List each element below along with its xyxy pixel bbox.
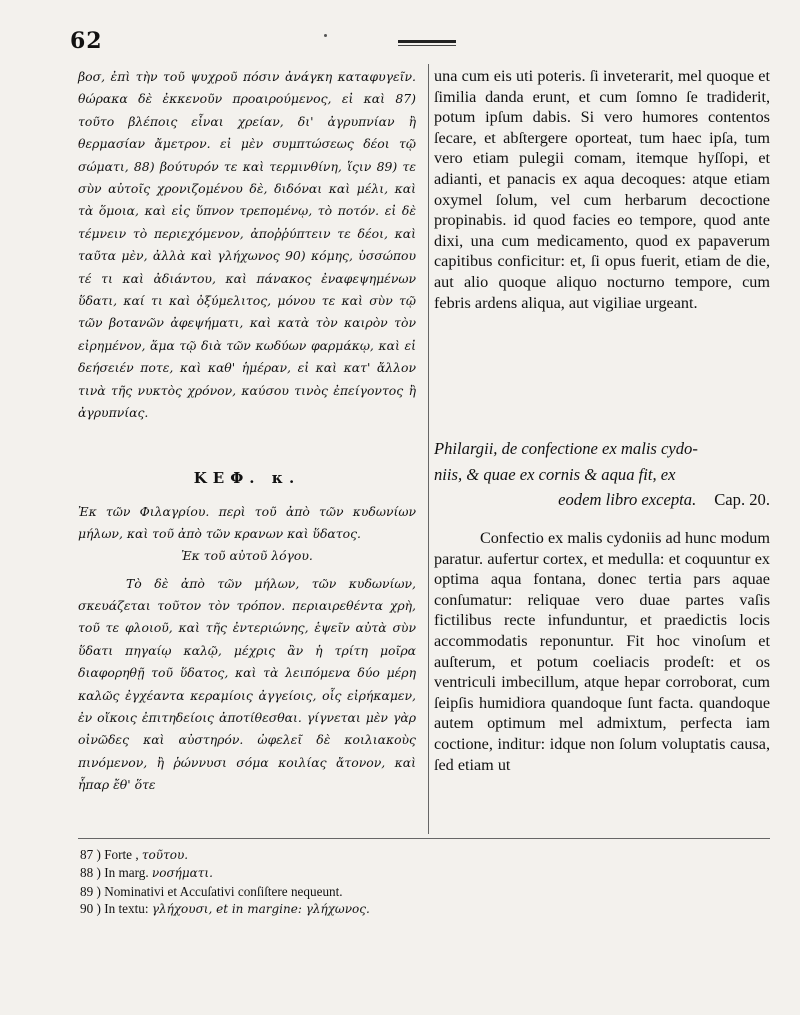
footnotes-rule [78, 838, 770, 839]
footnote-greek: τοῦτου. [141, 848, 189, 862]
page-number: 62 [70, 28, 103, 54]
footnote-greek: γλήχουσι, et in margine: γλήχωνος. [151, 902, 370, 917]
title-line-3 [434, 487, 770, 513]
footnote [80, 900, 770, 918]
greek-column [78, 66, 416, 797]
greek-text-main [78, 573, 416, 797]
footnote [80, 864, 770, 882]
greek-paragraph-top: βοσ, ἐπὶ τὴν τοῦ ψυχροῦ πόσιν ἀνάγκη καταφυγεῖν. θώρακα δὲ ἐκκενοῦν προαιρούμενος, εἰ καὶ 87) τοῦτο βλέποις εἶναι χρείαν, δι' ἀγρυπνίαν ἢ θερμασίαν ἄμετρον. εἰ μὲν συμπτώσεως δέοι τῷ σώματι, 88) βούτυρόν τε καὶ τερμινθίνη, ἵςιν 89) τε σὺν αὐτοῖς χρονιζομένου δὲ, διδόναι καὶ μέλι, καὶ τὰ ὅμοια, καὶ εἰς ὕπνον τρεπομένῳ, τὸ ποτόν. εἰ δὲ τέμνειν τὸ περιεχόμενον, ἀποῤῥύπτειν τε δέοι, καὶ ταῦτα μὲν, ἀλλὰ καὶ γλήχωνος 90) κόμης, ὑσσώπου τέ τι καὶ ἀδιάντου, καὶ πάνακος ἐναφεψημένων ὕδατι, καί τι καὶ ὀξύμελιτος, μόνου τε καὶ σὺν τῷ τῶν βοτανῶν ἀφεψήματι, καὶ κατὰ τὸν καιρὸν τὸν εἰρημένον, ἅμα τῷ διὰ τῶν κωδύων φαρμάκῳ, καὶ εἰ δεήσειέν ποτε, καὶ καθ' ἡμέραν, εἰ καὶ κατ' ἄλλον τινὰ τῆς νυκτὸς χρόνον, καύσου τινὸς ἐπείγοντος ἢ ἀγρυπνίας. [78, 69, 416, 421]
footnote-text: In marg. [104, 865, 149, 881]
footnotes [80, 846, 770, 919]
title-line-2: niis, & quae ex cornis & aqua fit, ex [434, 464, 676, 484]
footnote-number: 89 ) [80, 883, 101, 899]
latin-paragraph-main: Confectio ex malis cydoniis ad hunc modum paratur. aufertur cortex, et medulla: et coquuntur ex optima aqua fontana, donec tertia pars aquae conſumatur: reliquae vero duae partes vaſis fictilibus recte infunduntur, et praedictis locis accommodatis reponuntur. Fit hoc vinoſum et auſterum, et potum coeliacis prodeſt: et os ventriculi imbecillum, atque hepar corroborat, cum ſeipſis humidiora quandoque ſunt facta. quandoque autem optimum mel admixtum, perfecta iam coctione, inditur: idque non ſolum voluptatis causa, ſed etiam ut [434, 529, 770, 774]
footnote-text: Forte , [104, 847, 139, 862]
greek-paragraph-main: Τὸ δὲ ἀπὸ τῶν μήλων, τῶν κυδωνίων, σκευάζεται τοῦτον τὸν τρόπον. περιαιρεθέντα χρὴ, τοῦ τε φλοιοῦ, καὶ τῆς ἐντεριώνης, ἑψεῖν αὐτὰ σὺν ὕδατι πηγαίῳ καλῷ, μέχρις ἂν ἡ τρίτη μοῖρα διαφορηθῇ τοῦ ὕδατος, καὶ τὰ λειπόμενα δύο μέρη καλῶς ἐγχέαντα κεραμίοις ἀγγείοις, οἷς εἰρήκαμεν, ἐν οἴκοις ἐπιτηδείοις ἀποτίθεσθαι. γίγνεται μὲν γὰρ οἰνῶδες καὶ αὐστηρόν. ὠφελεῖ δὲ κοιλιακοὺς πινόμενον, ἢ ῥώννυσι σόμα κοιλίας ἄτονον, καὶ ἧπαρ ἔθ' ὅτε [78, 575, 416, 793]
title-line-1: Philargii, de confectione ex malis cydo- [434, 439, 698, 458]
footnote [80, 846, 770, 864]
footnote-greek: νοσήματι. [151, 866, 213, 881]
ink-speck [324, 34, 327, 37]
greek-intro-source: Ἐκ τοῦ αὐτοῦ λόγου. [181, 547, 313, 563]
footnote-number: 88 ) [80, 865, 101, 881]
footnote-number: 87 ) [80, 847, 101, 862]
greek-chapter-intro [78, 501, 416, 567]
footnote-number: 90 ) [80, 901, 101, 917]
footnote [80, 883, 770, 900]
latin-chapter-title [434, 436, 770, 513]
footnote-text: In textu: [104, 901, 149, 917]
title-line-3-text: eodem libro excepta. [558, 490, 697, 510]
chapter-heading: ΚΕΦ. κ. [193, 468, 301, 487]
latin-text-main [434, 528, 770, 775]
latin-column [434, 66, 770, 313]
footnote-text: Nominativi et Accuſativi conſiſtere nequeunt. [104, 883, 343, 899]
column-divider [428, 64, 429, 834]
chapter-number: Cap. 20. [714, 490, 770, 510]
header-rule [398, 40, 456, 43]
latin-paragraph-top: una cum eis uti poteris. ſi inveterarit, mel quoque et ſimilia danda erunt, et cum ſomno ſe tradiderit, potum ipſum dabis. Si vero humores contentos ſecare, et abſtergere oporteat, tum haec ipſa, tum vero etiam pulegii comam, itemque hyſſopi, et adianti, et panacis ex aqua decoques: atque etiam oxymel ſolum, vel cum herbarum decoctione propinabis. id quod facies eo tempore, quod ante dixi, una cum medicamento, quod ex papaverum capitibus conficitur: et, ſi opus fuerit, etiam de die, aut alio quoque aliquo nocturno tempore, cum febris ardens aliqua, aut vigiliae urgeant. [434, 67, 770, 312]
greek-text-top [78, 66, 416, 425]
greek-intro-text: Ἐκ τῶν Φιλαγρίου. περὶ τοῦ ἀπὸ τῶν κυδωνίων μήλων, καὶ τοῦ ἀπὸ τῶν κρανων καὶ ὕδατος. [78, 503, 416, 541]
